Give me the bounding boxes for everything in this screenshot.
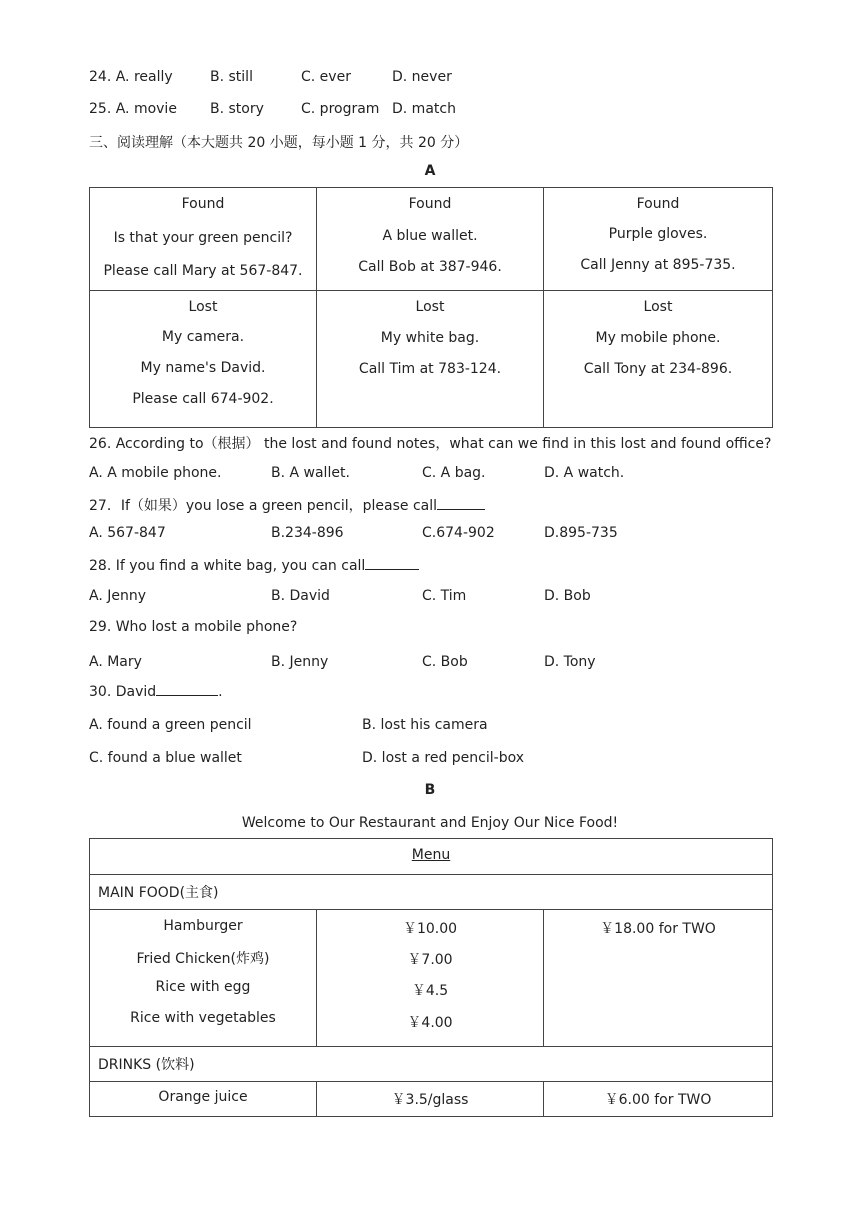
q24-option-b: B. still bbox=[210, 69, 253, 85]
q25-option-a: 25. A. movie bbox=[89, 101, 177, 117]
drink-price-cell bbox=[317, 1082, 544, 1117]
drinks-header-cell bbox=[90, 1047, 773, 1082]
q30-option-a: A. found a green pencil bbox=[89, 717, 252, 733]
menu-title-cell bbox=[90, 839, 773, 875]
found-title: Found bbox=[636, 196, 680, 212]
q30-option-c: C. found a blue wallet bbox=[89, 750, 242, 766]
found-cell-1 bbox=[90, 188, 317, 291]
lost-line: Call Tony at 234-896. bbox=[583, 361, 733, 377]
main-food-header-cell bbox=[90, 875, 773, 910]
passage-b-letter: B bbox=[424, 782, 436, 798]
lost-title: Lost bbox=[415, 299, 445, 315]
menu-item: Fried Chicken(炸鸡) bbox=[136, 951, 270, 967]
q27-option-c: C.674-902 bbox=[422, 525, 495, 541]
q30-option-d: D. lost a red pencil-box bbox=[362, 750, 525, 766]
found-line: A blue wallet. bbox=[382, 228, 478, 244]
menu-item: Hamburger bbox=[163, 918, 243, 934]
drinks-row bbox=[90, 1082, 773, 1117]
drinks-header-row bbox=[90, 1047, 773, 1082]
drinks-header: DRINKS (饮料) bbox=[98, 1057, 195, 1073]
q29-option-b: B. Jenny bbox=[271, 654, 329, 670]
q26-option-a: A. A mobile phone. bbox=[89, 465, 222, 481]
q29-option-c: C. Bob bbox=[422, 654, 468, 670]
answer-blank bbox=[365, 557, 419, 570]
lost-line: Please call 674-902. bbox=[132, 391, 274, 407]
q28-option-d: D. Bob bbox=[544, 588, 591, 604]
menu-price: ￥10.00 bbox=[402, 921, 458, 937]
menu-price: ￥7.00 bbox=[407, 952, 453, 968]
q28-stem bbox=[89, 557, 419, 574]
q28-option-a: A. Jenny bbox=[89, 588, 147, 604]
main-food-items-cell bbox=[90, 910, 317, 1047]
found-line: Purple gloves. bbox=[608, 226, 708, 242]
menu-title: Menu bbox=[411, 847, 451, 863]
lost-row bbox=[90, 291, 773, 428]
lost-cell-1 bbox=[90, 291, 317, 428]
main-food-deal-cell bbox=[544, 910, 773, 1047]
main-food-header-row bbox=[90, 875, 773, 910]
q24-option-a: 24. A. really bbox=[89, 69, 173, 85]
drink-item-cell bbox=[90, 1082, 317, 1117]
q26-option-b: B. A wallet. bbox=[271, 465, 350, 481]
restaurant-welcome: Welcome to Our Restaurant and Enjoy Our Nice Food! bbox=[241, 815, 619, 831]
lost-line: My camera. bbox=[161, 329, 245, 345]
q27-stem bbox=[89, 495, 485, 515]
found-title: Found bbox=[408, 196, 452, 212]
q30-stem bbox=[89, 683, 223, 700]
lost-cell-3 bbox=[544, 291, 773, 428]
menu-item: Rice with egg bbox=[155, 979, 251, 995]
lost-title: Lost bbox=[188, 299, 218, 315]
menu-deal: ￥18.00 for TWO bbox=[600, 921, 716, 937]
q29-option-d: D. Tony bbox=[544, 654, 596, 670]
section-heading: 三、阅读理解（本大题共 20 小题，每小题 1 分，共 20 分） bbox=[89, 135, 469, 151]
q24-option-d: D. never bbox=[392, 69, 452, 85]
found-line: Please call Mary at 567-847. bbox=[103, 263, 303, 279]
q30-stem-end: . bbox=[218, 684, 223, 700]
drink-item: Orange juice bbox=[158, 1089, 248, 1105]
q28-option-c: C. Tim bbox=[422, 588, 467, 604]
q25-option-d: D. match bbox=[392, 101, 456, 117]
q26-option-d: D. A watch. bbox=[544, 465, 625, 481]
q26-stem: 26. According to（根据） the lost and found notes，what can we find in this lost and found office? bbox=[89, 436, 772, 452]
drink-price: ￥3.5/glass bbox=[391, 1092, 469, 1108]
q27-option-a: A. 567-847 bbox=[89, 525, 166, 541]
q28-option-b: B. David bbox=[271, 588, 330, 604]
passage-a-letter: A bbox=[424, 163, 436, 179]
lost-cell-2 bbox=[317, 291, 544, 428]
q29-stem: 29. Who lost a mobile phone? bbox=[89, 619, 298, 635]
lost-found-table bbox=[89, 187, 773, 428]
found-line: Call Bob at 387-946. bbox=[358, 259, 502, 275]
lost-title: Lost bbox=[643, 299, 673, 315]
found-line: Call Jenny at 895-735. bbox=[580, 257, 736, 273]
lost-line: My white bag. bbox=[380, 330, 480, 346]
lost-line: Call Tim at 783-124. bbox=[358, 361, 502, 377]
found-row bbox=[90, 188, 773, 291]
menu-item: Rice with vegetables bbox=[130, 1010, 276, 1026]
found-cell-2 bbox=[317, 188, 544, 291]
found-title: Found bbox=[181, 196, 225, 212]
q24-option-c: C. ever bbox=[301, 69, 351, 85]
menu-price: ￥4.00 bbox=[407, 1015, 453, 1031]
q27-option-b: B.234-896 bbox=[271, 525, 344, 541]
q29-option-a: A. Mary bbox=[89, 654, 142, 670]
q25-option-c: C. program bbox=[301, 101, 380, 117]
found-line: Is that your green pencil? bbox=[113, 230, 293, 246]
q28-stem-text: 28. If you find a white bag, you can call bbox=[89, 558, 366, 574]
q27-option-d: D.895-735 bbox=[544, 525, 618, 541]
main-food-row bbox=[90, 910, 773, 1047]
drink-deal-cell bbox=[544, 1082, 773, 1117]
q26-option-c: C. A bag. bbox=[422, 465, 486, 481]
q30-stem-text: 30. David bbox=[89, 684, 157, 700]
answer-blank bbox=[437, 497, 485, 510]
main-food-prices-cell bbox=[317, 910, 544, 1047]
menu-price: ￥4.5 bbox=[411, 983, 449, 999]
found-cell-3 bbox=[544, 188, 773, 291]
lost-line: My mobile phone. bbox=[595, 330, 721, 346]
drink-deal: ￥6.00 for TWO bbox=[604, 1092, 712, 1108]
lost-line: My name's David. bbox=[140, 360, 266, 376]
q27-stem-text: 27．If（如果）you lose a green pencil，please call bbox=[89, 498, 438, 514]
q30-option-b: B. lost his camera bbox=[362, 717, 488, 733]
q25-option-b: B. story bbox=[210, 101, 264, 117]
menu-table bbox=[89, 838, 773, 1117]
main-food-header: MAIN FOOD(主食) bbox=[98, 885, 219, 901]
menu-title-row bbox=[90, 839, 773, 875]
answer-blank bbox=[156, 683, 218, 696]
